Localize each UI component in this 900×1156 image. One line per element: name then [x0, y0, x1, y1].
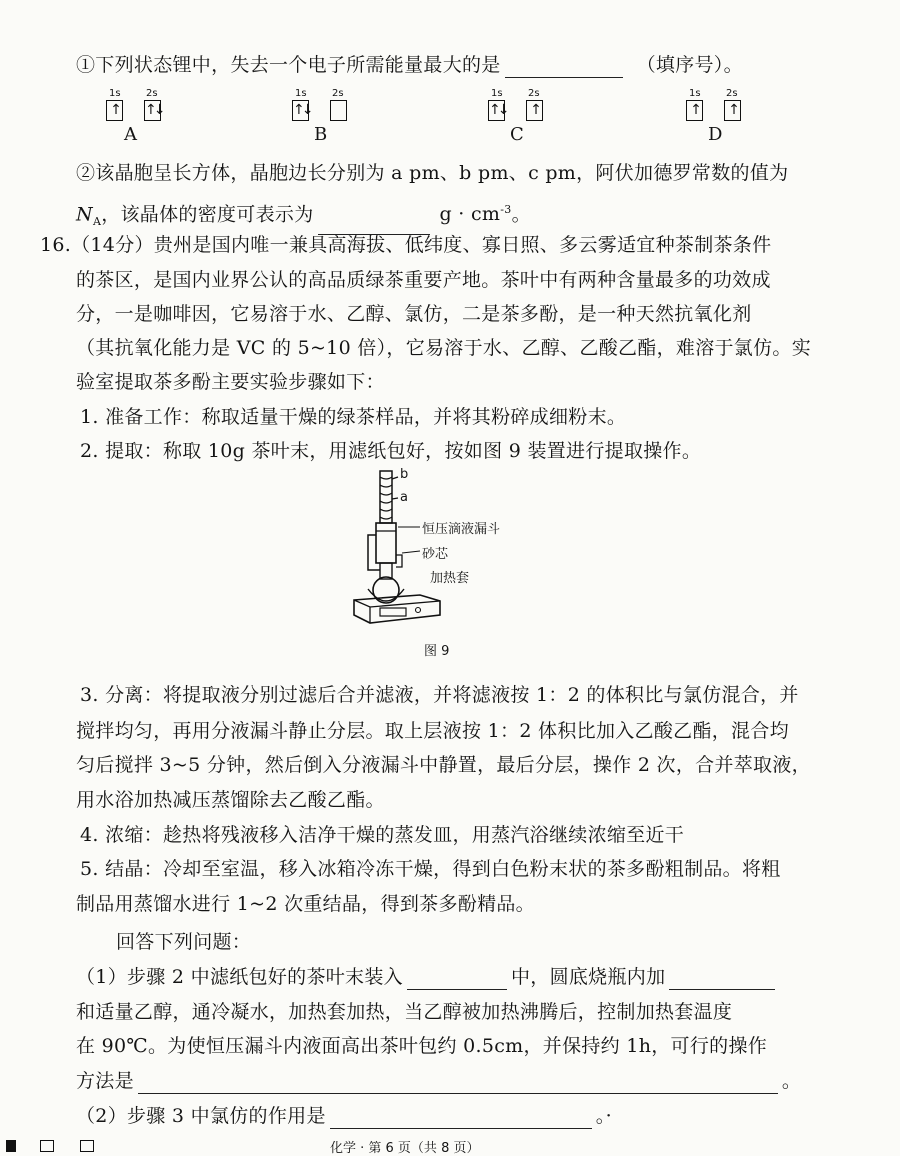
step-3-line-2: 搅拌均匀，再用分液漏斗静止分层。取上层液按 1：2 体积比加入乙酸乙酯，混合均: [76, 720, 789, 742]
step-5-line-2: 制品用蒸馏水进行 1~2 次重结晶，得到茶多酚精品。: [76, 893, 535, 915]
orbital-box-2s: ↑: [526, 100, 543, 121]
part-1-text-a: （1）步骤 2 中滤纸包好的茶叶末装入: [76, 966, 403, 988]
q2-text: ，该晶体的密度可表示为: [101, 203, 314, 226]
q1-line: [76, 52, 743, 78]
option-caption: B: [314, 124, 328, 145]
avogadro-subscript: A: [92, 215, 102, 229]
orbital-label-2s: 2s: [332, 88, 344, 99]
part-2-line: [76, 1103, 612, 1129]
figure-label-funnel: 恒压滴液漏斗: [422, 522, 501, 537]
option-caption: C: [510, 124, 524, 145]
part-1-line-2: 和适量乙醇，通冷凝水，加热套加热，当乙醇被加热沸腾后，控制加热套温度: [76, 1001, 733, 1023]
corner-mark-icon: [6, 1140, 16, 1152]
density-unit: g · cm: [439, 203, 501, 226]
q2-end: 。: [511, 203, 531, 226]
step-2: 2. 提取：称取 10g 茶叶末，用滤纸包好，按如图 9 装置进行提取操作。: [80, 440, 702, 462]
orbital-label-1s: 1s: [689, 88, 701, 99]
orbital-box-1s: ↑↓: [488, 100, 505, 121]
page-footer: 化学 · 第 6 页（共 8 页）: [330, 1141, 480, 1156]
option-caption: D: [708, 124, 723, 145]
avogadro-symbol: N: [76, 203, 93, 226]
orbital-box-1s: ↑↓: [292, 100, 309, 121]
orbital-label-1s: 1s: [491, 88, 503, 99]
orbital-box-2s: ↑↓: [144, 100, 161, 121]
part-1-line-1: [76, 964, 779, 990]
q16-line-1: 16.（14分）贵州是国内唯一兼具高海拔、低纬度、寡日照、多云雾适宜种茶制茶条件: [40, 234, 772, 256]
figure-caption: 图 9: [424, 644, 450, 659]
part-1-text-method: 方法是: [76, 1070, 134, 1092]
answer-intro: 回答下列问题：: [116, 931, 252, 953]
figure-label-sand-core: 砂芯: [422, 547, 449, 562]
part-2-end: 。·: [595, 1105, 612, 1127]
step-4: 4. 浓缩：趁热将残液移入洁净干燥的蒸发皿，用蒸汽浴继续浓缩至近干: [80, 824, 685, 846]
orbital-box-1s: ↑: [686, 100, 703, 121]
part-1-line-3: 在 90℃。为使恒压漏斗内液面高出茶叶包约 0.5cm，并保持约 1h，可行的操作: [76, 1035, 768, 1057]
orbital-box-1s: ↑: [106, 100, 123, 121]
orbital-label-1s: 1s: [109, 88, 121, 99]
figure-label-a: a: [400, 490, 408, 505]
part-2-blank[interactable]: [330, 1108, 592, 1129]
q16-line-2: 的茶区，是国内业界公认的高品质绿茶重要产地。茶叶中有两种含量最多的功效成: [76, 269, 771, 291]
q1-suffix: （填序号）。: [636, 54, 743, 76]
square-mark-icon: [40, 1140, 54, 1152]
orbital-label-1s: 1s: [295, 88, 307, 99]
q2-line-2: [76, 197, 531, 235]
step-3-line-3: 匀后搅拌 3~5 分钟，然后倒入分液漏斗中静置，最后分层，操作 2 次，合并萃取液，: [76, 754, 811, 776]
square-mark-icon: [80, 1140, 94, 1152]
step-3-line-1: 3. 分离：将提取液分别过滤后合并滤液，并将滤液按 1：2 的体积比与氯仿混合，并: [80, 684, 799, 706]
figure-label-b: b: [400, 467, 409, 482]
q16-line-5: 验室提取茶多酚主要实验步骤如下：: [76, 371, 385, 393]
figure-label-heater: 加热套: [430, 571, 470, 586]
part-1-line-4: [76, 1068, 801, 1094]
apparatus-figure: [340, 465, 520, 635]
step-5-line-1: 5. 结晶：冷却至室温，移入冰箱冷冻干燥，得到白色粉末状的茶多酚粗制品。将粗: [80, 858, 781, 880]
part-1-blank-a[interactable]: [407, 969, 507, 990]
q16-line-3: 分，一是咖啡因，它易溶于水、乙醇、氯仿，二是茶多酚，是一种天然抗氧化剂: [76, 303, 752, 325]
part-1-blank-b[interactable]: [669, 969, 775, 990]
q1-text: ①下列状态锂中，失去一个电子所需能量最大的是: [76, 54, 501, 76]
q2-line-1: ②该晶胞呈长方体，晶胞边长分别为 a pm、b pm、c pm，阿伏加德罗常数的值为: [76, 162, 789, 184]
orbital-box-2s: ↑: [724, 100, 741, 121]
step-1: 1. 准备工作：称取适量干燥的绿茶样品，并将其粉碎成细粉末。: [80, 406, 627, 428]
part-1-end: 。: [781, 1070, 802, 1092]
orbital-box-2s: [330, 100, 347, 121]
part-2-text: （2）步骤 3 中氯仿的作用是: [76, 1105, 326, 1127]
step-3-line-4: 用水浴加热减压蒸馏除去乙酸乙酯。: [76, 789, 385, 811]
option-caption: A: [124, 124, 137, 145]
density-unit-exponent: -3: [500, 203, 512, 216]
part-1-blank-method[interactable]: [138, 1073, 778, 1094]
orbital-label-2s: 2s: [528, 88, 540, 99]
part-1-text-b: 中，圆底烧瓶内加: [510, 966, 666, 988]
q1-answer-blank[interactable]: [505, 57, 623, 78]
q16-line-4: （其抗氧化能力是 VC 的 5~10 倍），它易溶于水、乙醇、乙酸乙酯，难溶于氯仿。实: [76, 337, 812, 359]
orbital-label-2s: 2s: [146, 88, 158, 99]
orbital-label-2s: 2s: [726, 88, 738, 99]
